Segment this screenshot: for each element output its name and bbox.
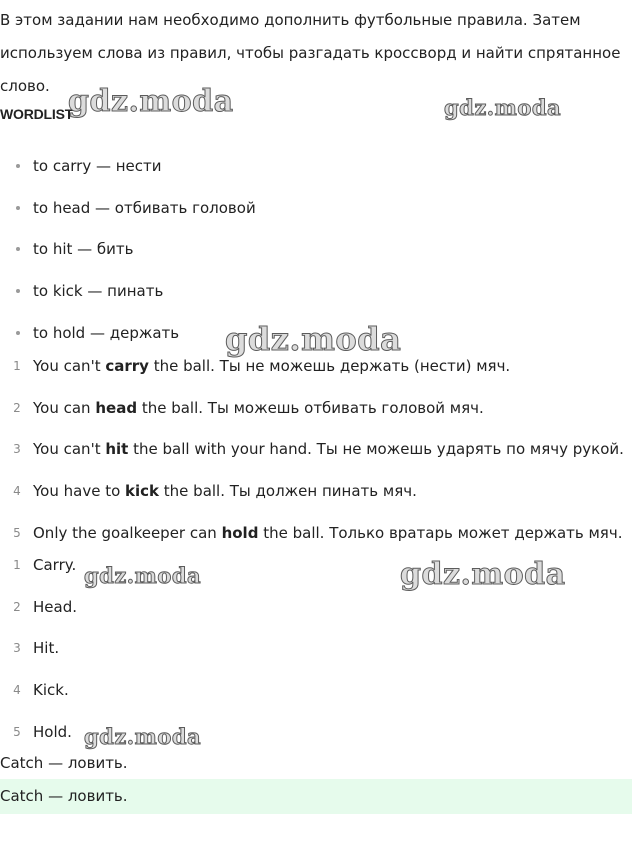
answer-item [0, 670, 77, 712]
sentence-start: You can't [33, 440, 106, 459]
sentence-start: Only the goalkeeper can [33, 523, 222, 542]
bullet-icon [16, 331, 20, 335]
sentence-keyword: kick [125, 482, 160, 501]
sentence-keyword: carry [105, 357, 149, 375]
item-number: 3 [13, 442, 21, 457]
sentence-keyword: hit [105, 440, 129, 459]
sentence-list [0, 346, 624, 554]
watermark-logo: gdz.moda [68, 84, 234, 119]
answer-text: Carry. [33, 556, 77, 574]
sentence-start: You can [33, 398, 96, 417]
answer-text: Head. [33, 597, 77, 616]
watermark-logo: gdz.moda [84, 724, 202, 749]
sentence-item [0, 388, 624, 430]
answer-item [0, 712, 77, 754]
item-number: 3 [13, 641, 21, 656]
item-number: 4 [13, 683, 21, 698]
sentence-item [0, 513, 624, 555]
final-answer-highlight: Catch — ловить. [0, 779, 632, 814]
watermark-logo: gdz.moda [225, 320, 402, 358]
sentence-end: the ball. Только вратарь может держать мяч. [258, 523, 623, 542]
sentence-item [0, 471, 624, 513]
item-number: 5 [13, 724, 21, 739]
bullet-icon [16, 206, 20, 210]
answer-list [0, 545, 77, 753]
wordlist-entry: to carry — нести [33, 157, 162, 175]
wordlist-heading: WORDLIST [0, 106, 74, 122]
item-number: 1 [13, 359, 21, 373]
answer-item [0, 628, 77, 670]
intro-text: В этом задании нам необходимо дополнить футбольные правила. Затем используем слова из правил, чтобы разгадать кроссворд и найти спрятанное слово. [0, 11, 621, 95]
list-item [0, 271, 256, 313]
item-number: 1 [13, 558, 21, 572]
sentence-keyword: hold [221, 523, 259, 542]
list-item [0, 146, 256, 188]
bullet-icon [16, 247, 20, 251]
list-item [0, 229, 256, 271]
item-number: 4 [13, 484, 21, 499]
sentence-item [0, 429, 624, 471]
sentence-start: You can't [33, 357, 106, 375]
answer-item [0, 545, 77, 587]
item-number: 2 [13, 400, 21, 415]
watermark-logo: gdz.moda [84, 563, 202, 588]
answer-text: Hit. [33, 639, 60, 658]
answer-item [0, 587, 77, 629]
item-number: 5 [13, 525, 21, 540]
wordlist-entry: to hold — держать [33, 323, 180, 342]
wordlist-entry: to head — отбивать головой [33, 198, 256, 217]
wordlist-entry: to hit — бить [33, 240, 134, 259]
sentence-start: You have to [33, 482, 126, 501]
bullet-icon [16, 289, 20, 293]
sentence-end: the ball. Ты можешь отбивать головой мяч. [137, 398, 484, 417]
final-answer: Catch — ловить. [0, 754, 128, 772]
list-item [0, 188, 256, 230]
bullet-icon [16, 164, 20, 168]
wordlist [0, 146, 256, 354]
sentence-keyword: head [95, 398, 138, 417]
answer-text: Hold. [33, 722, 72, 741]
sentence-end: the ball with your hand. Ты не можешь ударять по мячу рукой. [128, 440, 624, 459]
item-number: 2 [13, 599, 21, 614]
sentence-end: the ball. Ты не можешь держать (нести) мяч. [148, 357, 511, 375]
watermark-logo: gdz.moda [400, 557, 566, 592]
answer-text: Kick. [33, 681, 69, 700]
watermark-logo: gdz.moda [444, 95, 562, 120]
sentence-end: the ball. Ты должен пинать мяч. [159, 482, 417, 501]
wordlist-entry: to kick — пинать [33, 282, 164, 301]
